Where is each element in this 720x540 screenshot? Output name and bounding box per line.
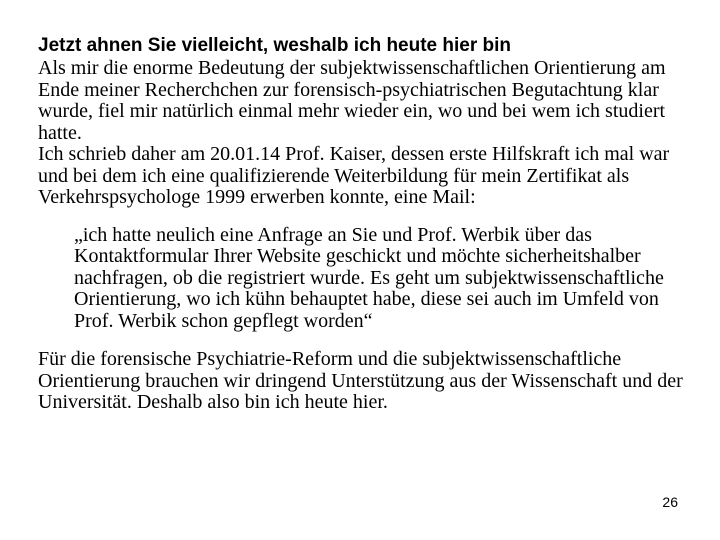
paragraph-closing: Für die forensische Psychiatrie-Reform und die subjektwissenschaftliche Orientierung brauchen wir dringend Unterstützung aus der Wissenschaft und der Universität. Deshalb also bin ich heute hier. [38, 348, 683, 413]
paragraph-mail: Ich schrieb daher am 20.01.14 Prof. Kaiser, dessen erste Hilfskraft ich mal war und bei dem ich eine qualifizierende Weiterbildung für mein Zertifikat als Verkehrspsychologe 1999 erwerben konnte, eine Mail: [38, 143, 670, 208]
slide-heading: Jetzt ahnen Sie vielleicht, weshalb ich heute hier bin [38, 35, 512, 56]
slide-content [38, 34, 688, 414]
paragraph-intro: Als mir die enorme Bedeutung der subjektwissenschaftlichen Orientierung am Ende meiner Recherchchen zur forensisch-psychiatrischen Begutachtung klar wurde, fiel mir natürlich einmal mehr wieder ein, wo und bei wem ich studiert hatte. [38, 57, 666, 144]
page-number: 26 [662, 494, 678, 510]
mail-quote: „ich hatte neulich eine Anfrage an Sie und Prof. Werbik über das Kontaktformular Ihrer Website geschickt und möchte sicherheitshalber nachfragen, ob die registriert wurde. Es geht um subjektwissenschaftliche Orientierung, wo ich kühn behauptet habe, diese sei auch im Umfeld von Prof. Werbik schon gepflegt worden“ [74, 223, 664, 332]
